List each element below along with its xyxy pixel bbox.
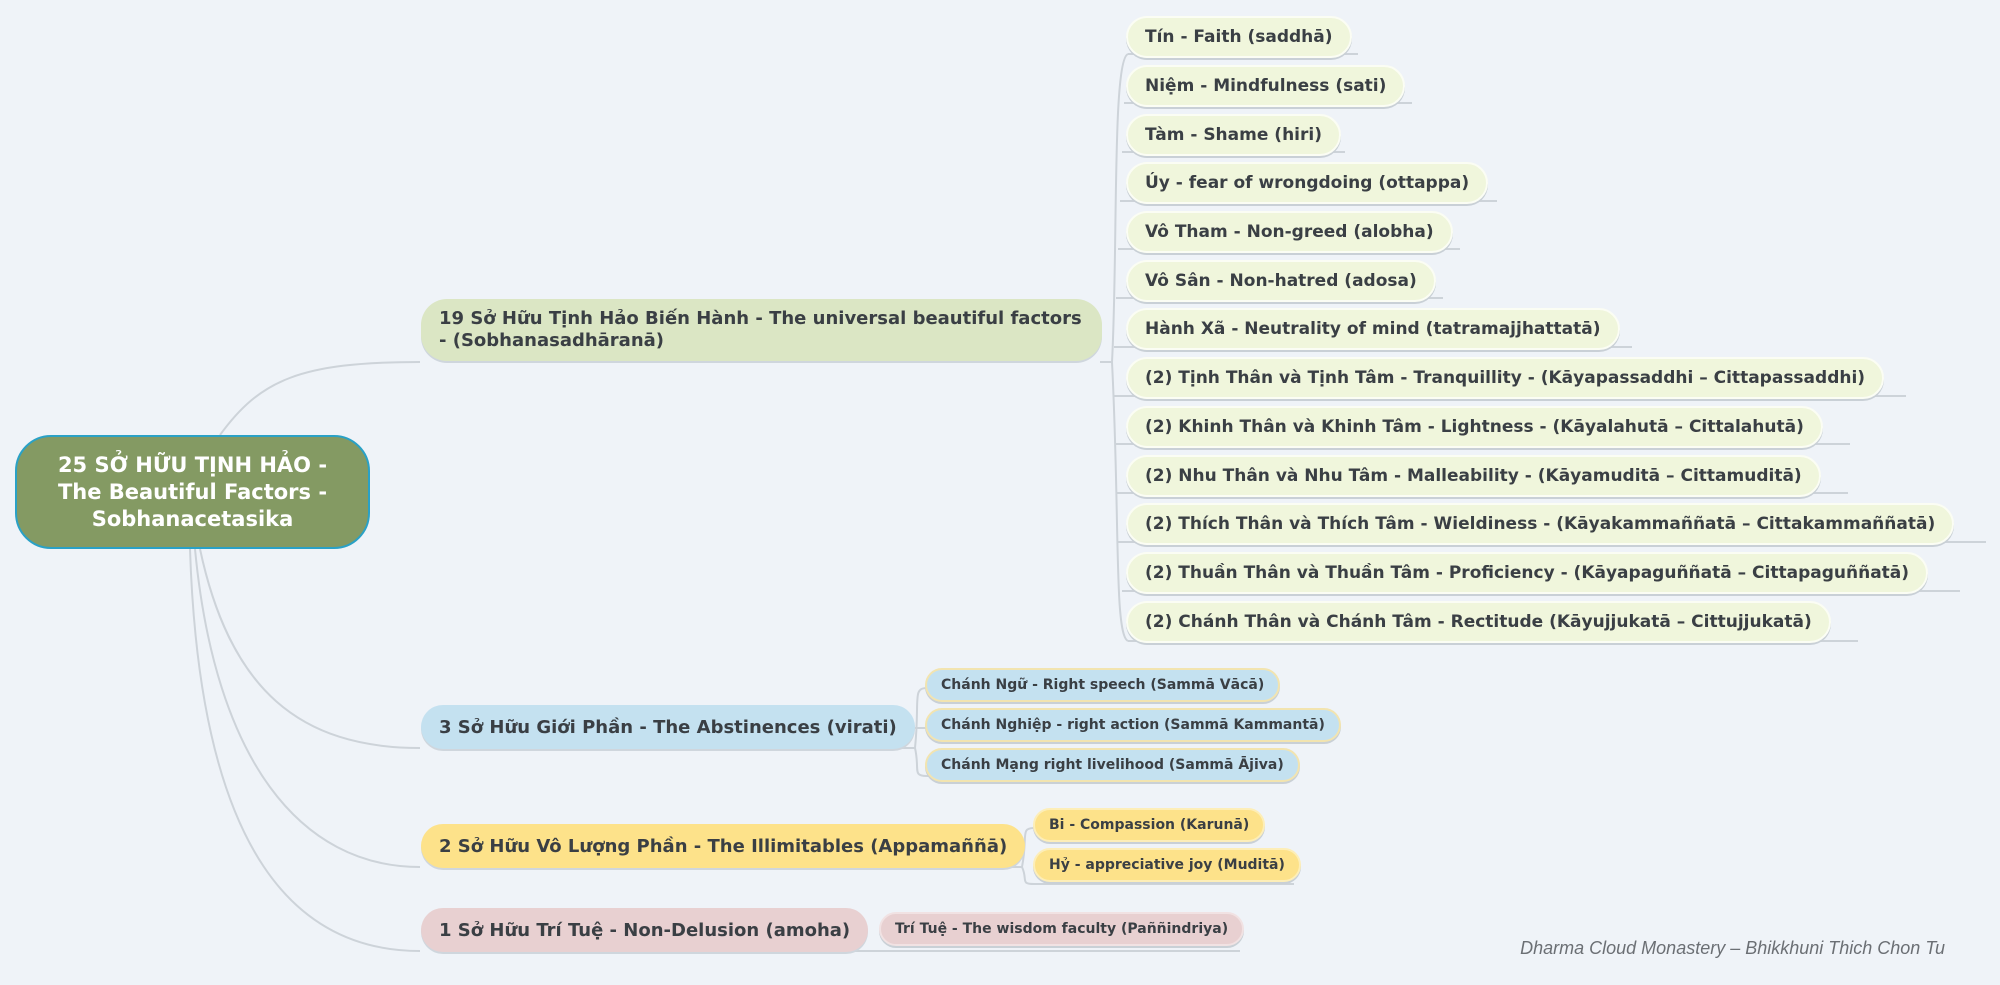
leaf-label: Vô Tham - Non-greed (alobha) [1145,222,1434,242]
leaf-label: (2) Chánh Thân và Chánh Tâm - Rectitude (Kāyujjukatā – Cittujjukatā) [1145,612,1812,632]
leaf-wisdom-faculty[interactable] [879,912,1244,946]
leaf-label: (2) Thích Thân và Thích Tâm - Wieldiness - (Kāyakammaññatā – Cittakammaññatā) [1145,514,1936,534]
leaf-label: Bi - Compassion (Karunā) [1049,817,1250,833]
branch-label: 3 Sở Hữu Giới Phần - The Abstinences (virati) [439,716,897,738]
leaf-mindfulness[interactable] [1126,65,1405,107]
leaf-label: Tàm - Shame (hiri) [1145,125,1322,145]
leaf-label: (2) Khinh Thân và Khinh Tâm - Lightness - (Kāyalahutā – Cittalahutā) [1145,417,1804,437]
leaf-label: Trí Tuệ - The wisdom faculty (Paññindriya) [895,921,1229,937]
leaf-compassion[interactable] [1033,808,1265,842]
leaf-right-speech[interactable] [925,668,1280,702]
leaf-right-action[interactable] [925,708,1341,742]
branch-abstinences[interactable] [421,705,915,749]
branch-universal-beautiful-factors[interactable] [421,299,1102,361]
leaf-faith[interactable] [1126,16,1352,58]
leaf-neutrality-of-mind[interactable] [1126,308,1620,350]
leaf-label: Chánh Nghiệp - right action (Sammā Kammantā) [941,717,1325,733]
leaf-non-hatred[interactable] [1126,260,1436,302]
leaf-label: Hỷ - appreciative joy (Muditā) [1049,857,1285,873]
branch-non-delusion[interactable] [421,908,868,952]
leaf-appreciative-joy[interactable] [1033,848,1301,882]
leaf-right-livelihood[interactable] [925,748,1300,782]
leaf-malleability[interactable] [1126,455,1821,497]
leaf-label: Vô Sân - Non-hatred (adosa) [1145,271,1417,291]
leaf-non-greed[interactable] [1126,211,1453,253]
leaf-tranquillity[interactable] [1126,357,1884,399]
leaf-label: (2) Thuần Thân và Thuần Tâm - Proficiency - (Kāyapaguññatā – Cittapaguññatā) [1145,563,1910,583]
branch-illimitables[interactable] [421,824,1025,868]
branch-label: 19 Sở Hữu Tịnh Hảo Biến Hành - The universal beautiful factors - (Sobhanasadhāranā) [439,308,1082,351]
leaf-label: (2) Nhu Thân và Nhu Tâm - Malleability - (Kāyamuditā – Cittamuditā) [1145,466,1802,486]
leaf-proficiency[interactable] [1126,552,1928,594]
branch-label: 1 Sở Hữu Trí Tuệ - Non-Delusion (amoha) [439,919,851,941]
leaf-rectitude[interactable] [1126,601,1831,643]
leaf-label: Úy - fear of wrongdoing (ottappa) [1145,173,1470,193]
leaf-label: Chánh Ngữ - Right speech (Sammā Vācā) [941,677,1265,693]
leaf-label: Hành Xã - Neutrality of mind (tatramajjhattatā) [1145,319,1601,339]
credit-text: Dharma Cloud Monastery – Bhikkhuni Thich Chon Tu [1520,938,1945,958]
leaf-label: (2) Tịnh Thân và Tịnh Tâm - Tranquillity - (Kāyapassaddhi – Cittapassaddhi) [1145,368,1866,388]
leaf-label: Niệm - Mindfulness (sati) [1145,76,1387,96]
leaf-label: Tín - Faith (saddhā) [1145,27,1333,47]
leaf-label: Chánh Mạng right livelihood (Sammā Ājiva) [941,757,1284,773]
leaf-lightness[interactable] [1126,406,1823,448]
root-node[interactable] [15,435,370,549]
leaf-shame[interactable] [1126,114,1341,156]
root-label: 25 SỞ HỮU TỊNH HẢO - The Beautiful Factors - Sobhanacetasika [57,452,328,531]
branch-label: 2 Sở Hữu Vô Lượng Phần - The Illimitables (Appamaññā) [439,835,1008,857]
leaf-wieldiness[interactable] [1126,503,1954,545]
leaf-fear-of-wrongdoing[interactable] [1126,162,1488,204]
